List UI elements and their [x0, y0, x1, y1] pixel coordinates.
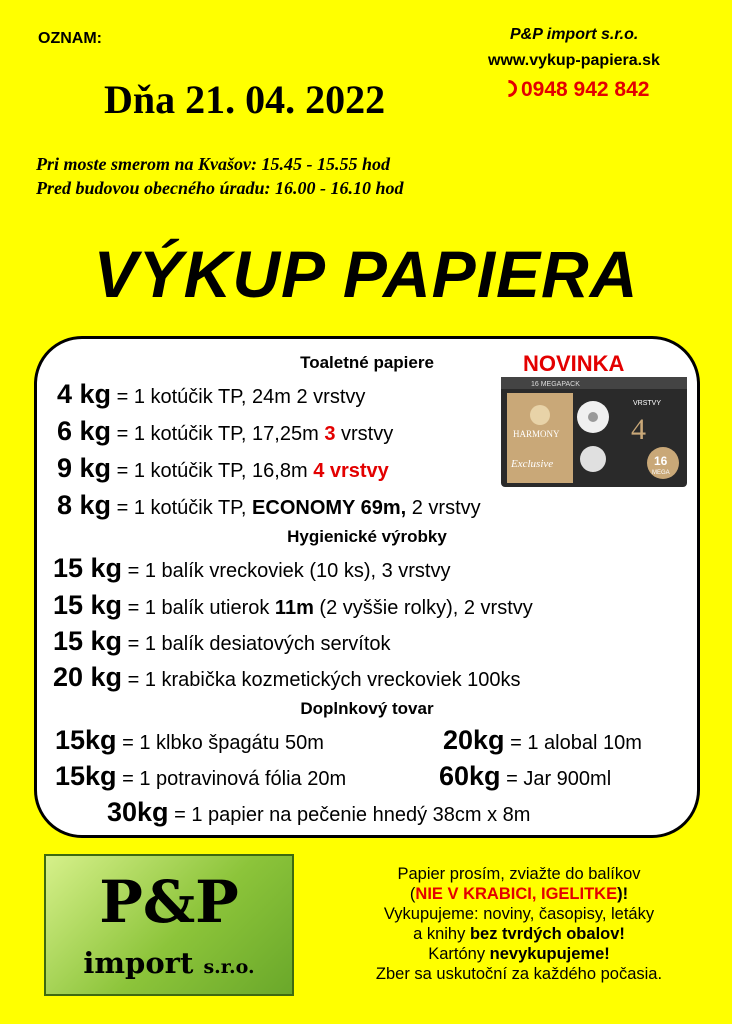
phone-text: 0948 942 842	[521, 78, 650, 101]
price-row: 20kg = 1 alobal 10m	[443, 725, 642, 755]
note-line: (NIE V KRABICI, IGELITKE)!	[409, 885, 629, 903]
company-name: P&P import s.r.o.	[510, 26, 639, 43]
location-2: Pred budovou obecného úradu: 16.00 - 16.10 hod	[36, 178, 404, 198]
headline: VÝKUP PAPIERA	[93, 237, 639, 311]
pack-exclusive-text: Exclusive	[511, 458, 554, 470]
price-row: 15kg = 1 klbko špagátu 50m	[55, 725, 324, 755]
pack-megapack-text: 16 MEGAPACK	[531, 381, 580, 388]
price-row: 30kg = 1 papier na pečenie hnedý 38cm x 8m	[107, 797, 531, 827]
event-date: Dňa 21. 04. 2022	[104, 77, 386, 122]
price-row: 9 kg = 1 kotúčik TP, 16,8m 4 vrstvy	[57, 453, 389, 483]
pack-mega-text: MEGA	[652, 470, 670, 476]
section-hygiene: Hygienické výrobky	[287, 527, 447, 546]
price-row: 4 kg = 1 kotúčik TP, 24m 2 vrstvy	[57, 379, 366, 409]
price-row: 15 kg = 1 balík utierok 11m (2 vyššie rolky), 2 vrstvy	[53, 590, 533, 620]
price-list-box	[34, 336, 700, 838]
phone-number[interactable]	[500, 78, 649, 102]
pack-vrstvy-text: VRSTVY	[633, 400, 662, 407]
note-line: Kartóny nevykupujeme!	[428, 945, 610, 963]
price-row: 60kg = Jar 900ml	[439, 761, 612, 791]
note-line: Zber sa uskutoční za každého počasia.	[375, 965, 663, 983]
phone-icon	[496, 76, 520, 100]
price-row: 8 kg = 1 kotúčik TP, ECONOMY 69m, 2 vrstvy	[57, 490, 481, 520]
price-row: 15 kg = 1 balík desiatových servítok	[53, 626, 391, 656]
price-row: 6 kg = 1 kotúčik TP, 17,25m 3 vrstvy	[57, 416, 394, 446]
location-1: Pri moste smerom na Kvašov: 15.45 - 15.55 hod	[36, 154, 390, 174]
note-line: a knihy bez tvrdých obalov!	[413, 925, 625, 943]
logo-main-text: P&P	[99, 868, 239, 936]
price-row: 15kg = 1 potravinová fólia 20m	[55, 761, 347, 791]
logo-sub-text: import s.r.o.	[83, 946, 255, 980]
website-link[interactable]: www.vykup-papiera.sk	[488, 52, 660, 69]
oznam-label: OZNAM:	[38, 30, 102, 47]
price-row: 15 kg = 1 balík vreckoviek (10 ks), 3 vrstvy	[53, 553, 451, 583]
toilet-paper-pack-image	[501, 377, 687, 487]
company-logo	[44, 854, 294, 996]
novinka-label: NOVINKA	[523, 351, 625, 376]
pack-16-text: 16	[654, 454, 668, 468]
section-toilet-paper: Toaletné papiere	[300, 353, 434, 372]
pack-4-text: 4	[631, 413, 646, 446]
section-extra: Doplnkový tovar	[300, 699, 434, 718]
pack-harmony-text: HARMONY	[513, 429, 560, 439]
note-line: Papier prosím, zviažte do balíkov	[397, 865, 641, 883]
price-row: 20 kg = 1 krabička kozmetických vreckoviek 100ks	[53, 662, 521, 692]
collection-notes	[314, 864, 724, 984]
note-line: Vykupujeme: noviny, časopisy, letáky	[383, 905, 655, 923]
